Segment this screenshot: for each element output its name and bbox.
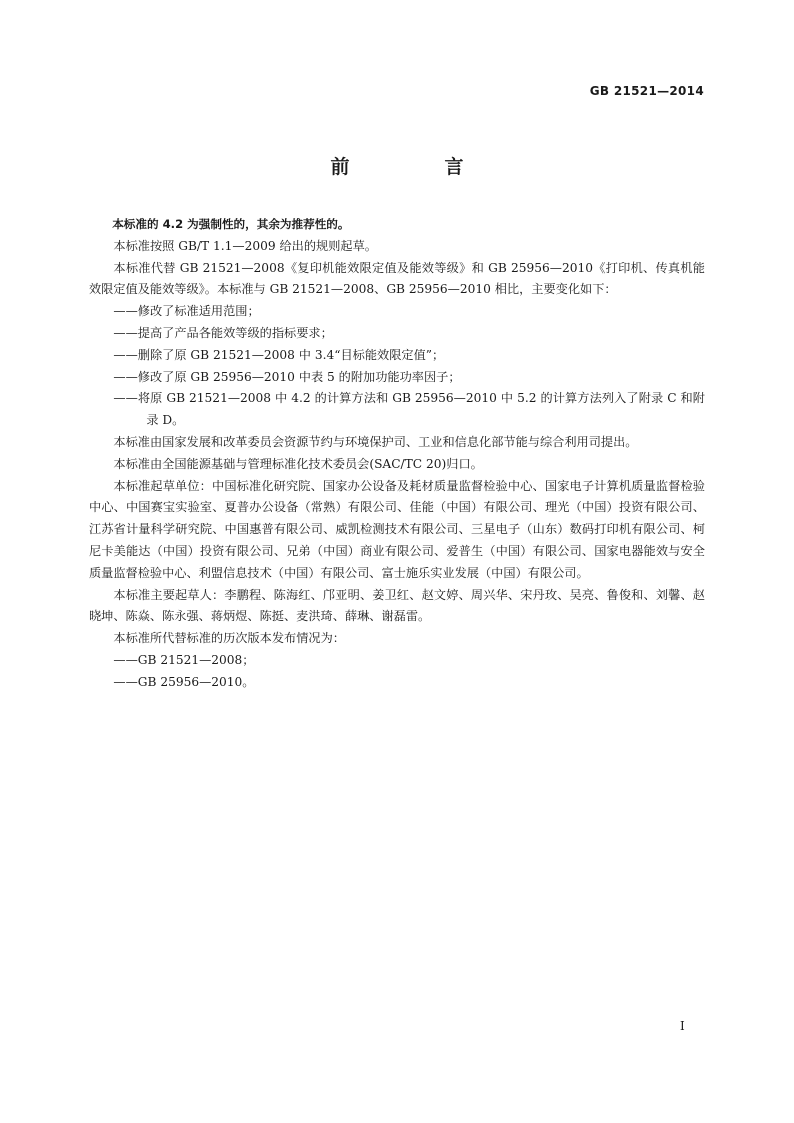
page-number: I xyxy=(680,1019,685,1033)
change-item: ——将原 GB 21521—2008 中 4.2 的计算方法和 GB 25956—2010 中 5.2 的计算方法列入了附录 C 和附录 D。 xyxy=(113,391,705,428)
replacement-paragraph: 本标准代替 GB 21521—2008《复印机能效限定值及能效等级》和 GB 25956—2010《打印机、传真机能效限定值及能效等级》。本标准与 GB 21521—2008、GB 25956—2010 相比，主要变化如下： xyxy=(89,260,705,297)
history-intro-paragraph: 本标准所代替标准的历次版本发布情况为： xyxy=(113,631,345,646)
mandatory-clause-statement: 本标准的 4.2 为强制性的，其余为推荐性的。 xyxy=(112,217,350,231)
drafters-paragraph: 本标准主要起草人：李鹏程、陈海红、邝亚明、姜卫红、赵文婷、周兴华、宋丹玫、吴亮、鲁俊和、刘馨、赵晓坤、陈焱、陈永强、蒋炳煜、陈挺、麦洪琦、薛琳、谢磊雷。 xyxy=(89,587,705,624)
standard-number: GB 21521—2014 xyxy=(589,84,704,98)
drafting-rules-paragraph: 本标准按照 GB/T 1.1—2009 给出的规则起草。 xyxy=(113,238,377,253)
drafting-units-paragraph: 本标准起草单位：中国标准化研究院、国家办公设备及耗材质量监督检验中心、国家电子计算机质量监督检验中心、中国赛宝实验室、夏普办公设备（常熟）有限公司、佳能（中国）有限公司、理光（中国）投资有限公司、江苏省计量科学研究院、中国惠普有限公司、威凯检测技术有限公司、三星电子（山东）数码打印机有限公司、柯尼卡美能达（中国）投资有限公司、兄弟（中国）商业有限公司、爱普生（中国）有限公司、国家电器能效与安全质量监督检验中心、利盟信息技术（中国）有限公司、富士施乐实业发展（中国）有限公司。 xyxy=(89,478,705,580)
committee-paragraph: 本标准由全国能源基础与管理标准化技术委员会(SAC/TC 20)归口。 xyxy=(113,456,483,471)
history-item: ——GB 21521—2008； xyxy=(113,652,255,667)
change-item: ——删除了原 GB 21521—2008 中 3.4“目标能效限定值”； xyxy=(113,347,445,362)
foreword-body xyxy=(89,214,705,694)
page-title: 前 言 xyxy=(330,156,502,178)
proposer-paragraph: 本标准由国家发展和改革委员会资源节约与环境保护司、工业和信息化部节能与综合利用司提出。 xyxy=(113,434,638,449)
change-item: ——提高了产品各能效等级的指标要求； xyxy=(113,325,333,340)
change-item: ——修改了标准适用范围； xyxy=(113,304,260,319)
change-item: ——修改了原 GB 25956—2010 中表 5 的附加功能功率因子； xyxy=(113,369,461,384)
history-item: ——GB 25956—2010。 xyxy=(113,674,255,689)
